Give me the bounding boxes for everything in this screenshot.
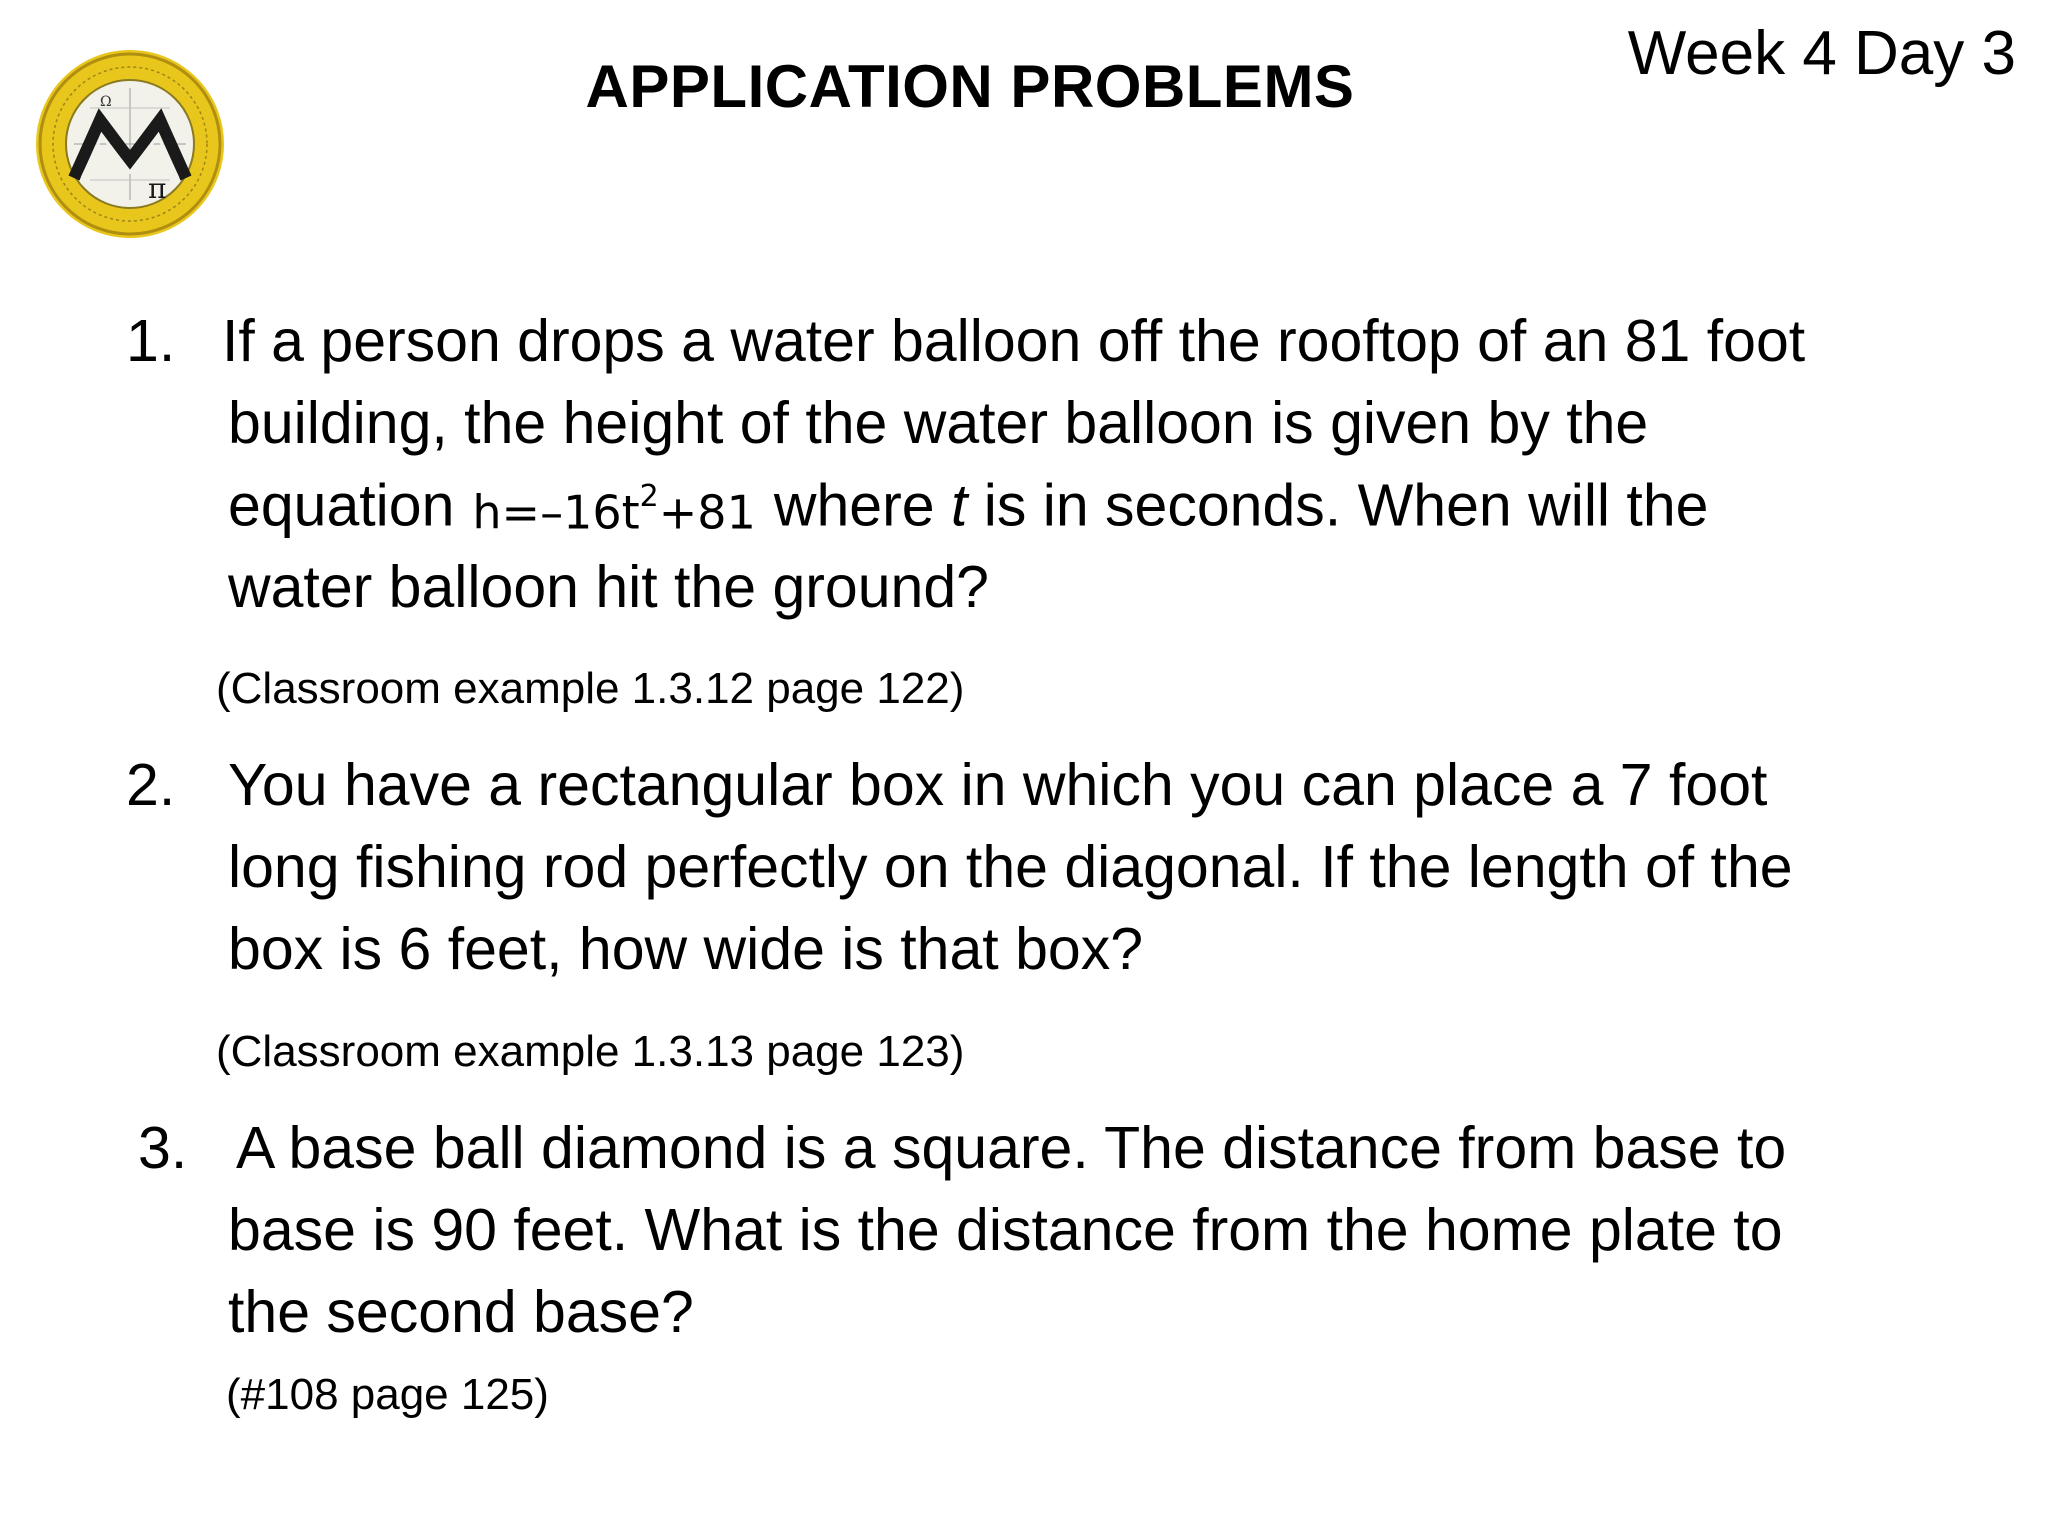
page-title: APPLICATION PROBLEMS (585, 53, 1355, 120)
equation-constant: +81 (658, 485, 756, 540)
department-logo (30, 48, 230, 240)
svg-text:π: π (148, 172, 167, 205)
equation-term: –16t (540, 485, 640, 540)
problem-reference: (Classroom example 1.3.12 page 122) (216, 664, 965, 713)
problem-text-line: water balloon hit the ground? (228, 554, 989, 620)
problem-reference: (Classroom example 1.3.13 page 123) (216, 1027, 965, 1076)
svg-text:Ω: Ω (100, 94, 112, 110)
equation-exponent: 2 (639, 479, 659, 514)
problem-number: 3. (138, 1115, 188, 1181)
problem-text-line: long fishing rod perfectly on the diagonal. If the length of the (228, 834, 1793, 900)
problem-number: 1. (126, 308, 176, 374)
problem-text-line: A base ball diamond is a square. The distance from base to (236, 1115, 1787, 1181)
problem-text-line: the second base? (228, 1279, 694, 1345)
height-equation (472, 462, 755, 553)
problem-text-line: base is 90 feet. What is the distance from the home plate to (228, 1197, 1783, 1263)
problem-text-line: If a person drops a water balloon off the rooftop of an 81 foot (222, 308, 1806, 374)
problem-text-line: building, the height of the water balloon is given by the (228, 390, 1649, 456)
equation-equals: = (501, 485, 541, 540)
problem-number: 2. (126, 752, 176, 818)
math-department-seal-icon (30, 48, 230, 240)
problem-reference: (#108 page 125) (226, 1370, 549, 1419)
variable-t: t (950, 472, 968, 539)
problem-text-fragment: is in seconds. When will the (967, 472, 1709, 539)
equation-lhs: h (472, 485, 502, 540)
problem-text-line: You have a rectangular box in which you can place a 7 foot (228, 752, 1768, 818)
week-day-label: Week 4 Day 3 (1627, 19, 2016, 88)
problem-equation-line (228, 464, 1708, 555)
problem-text-fragment: where (773, 472, 951, 539)
problem-text-fragment: equation (228, 472, 455, 539)
problem-text-line: box is 6 feet, how wide is that box? (228, 916, 1144, 982)
